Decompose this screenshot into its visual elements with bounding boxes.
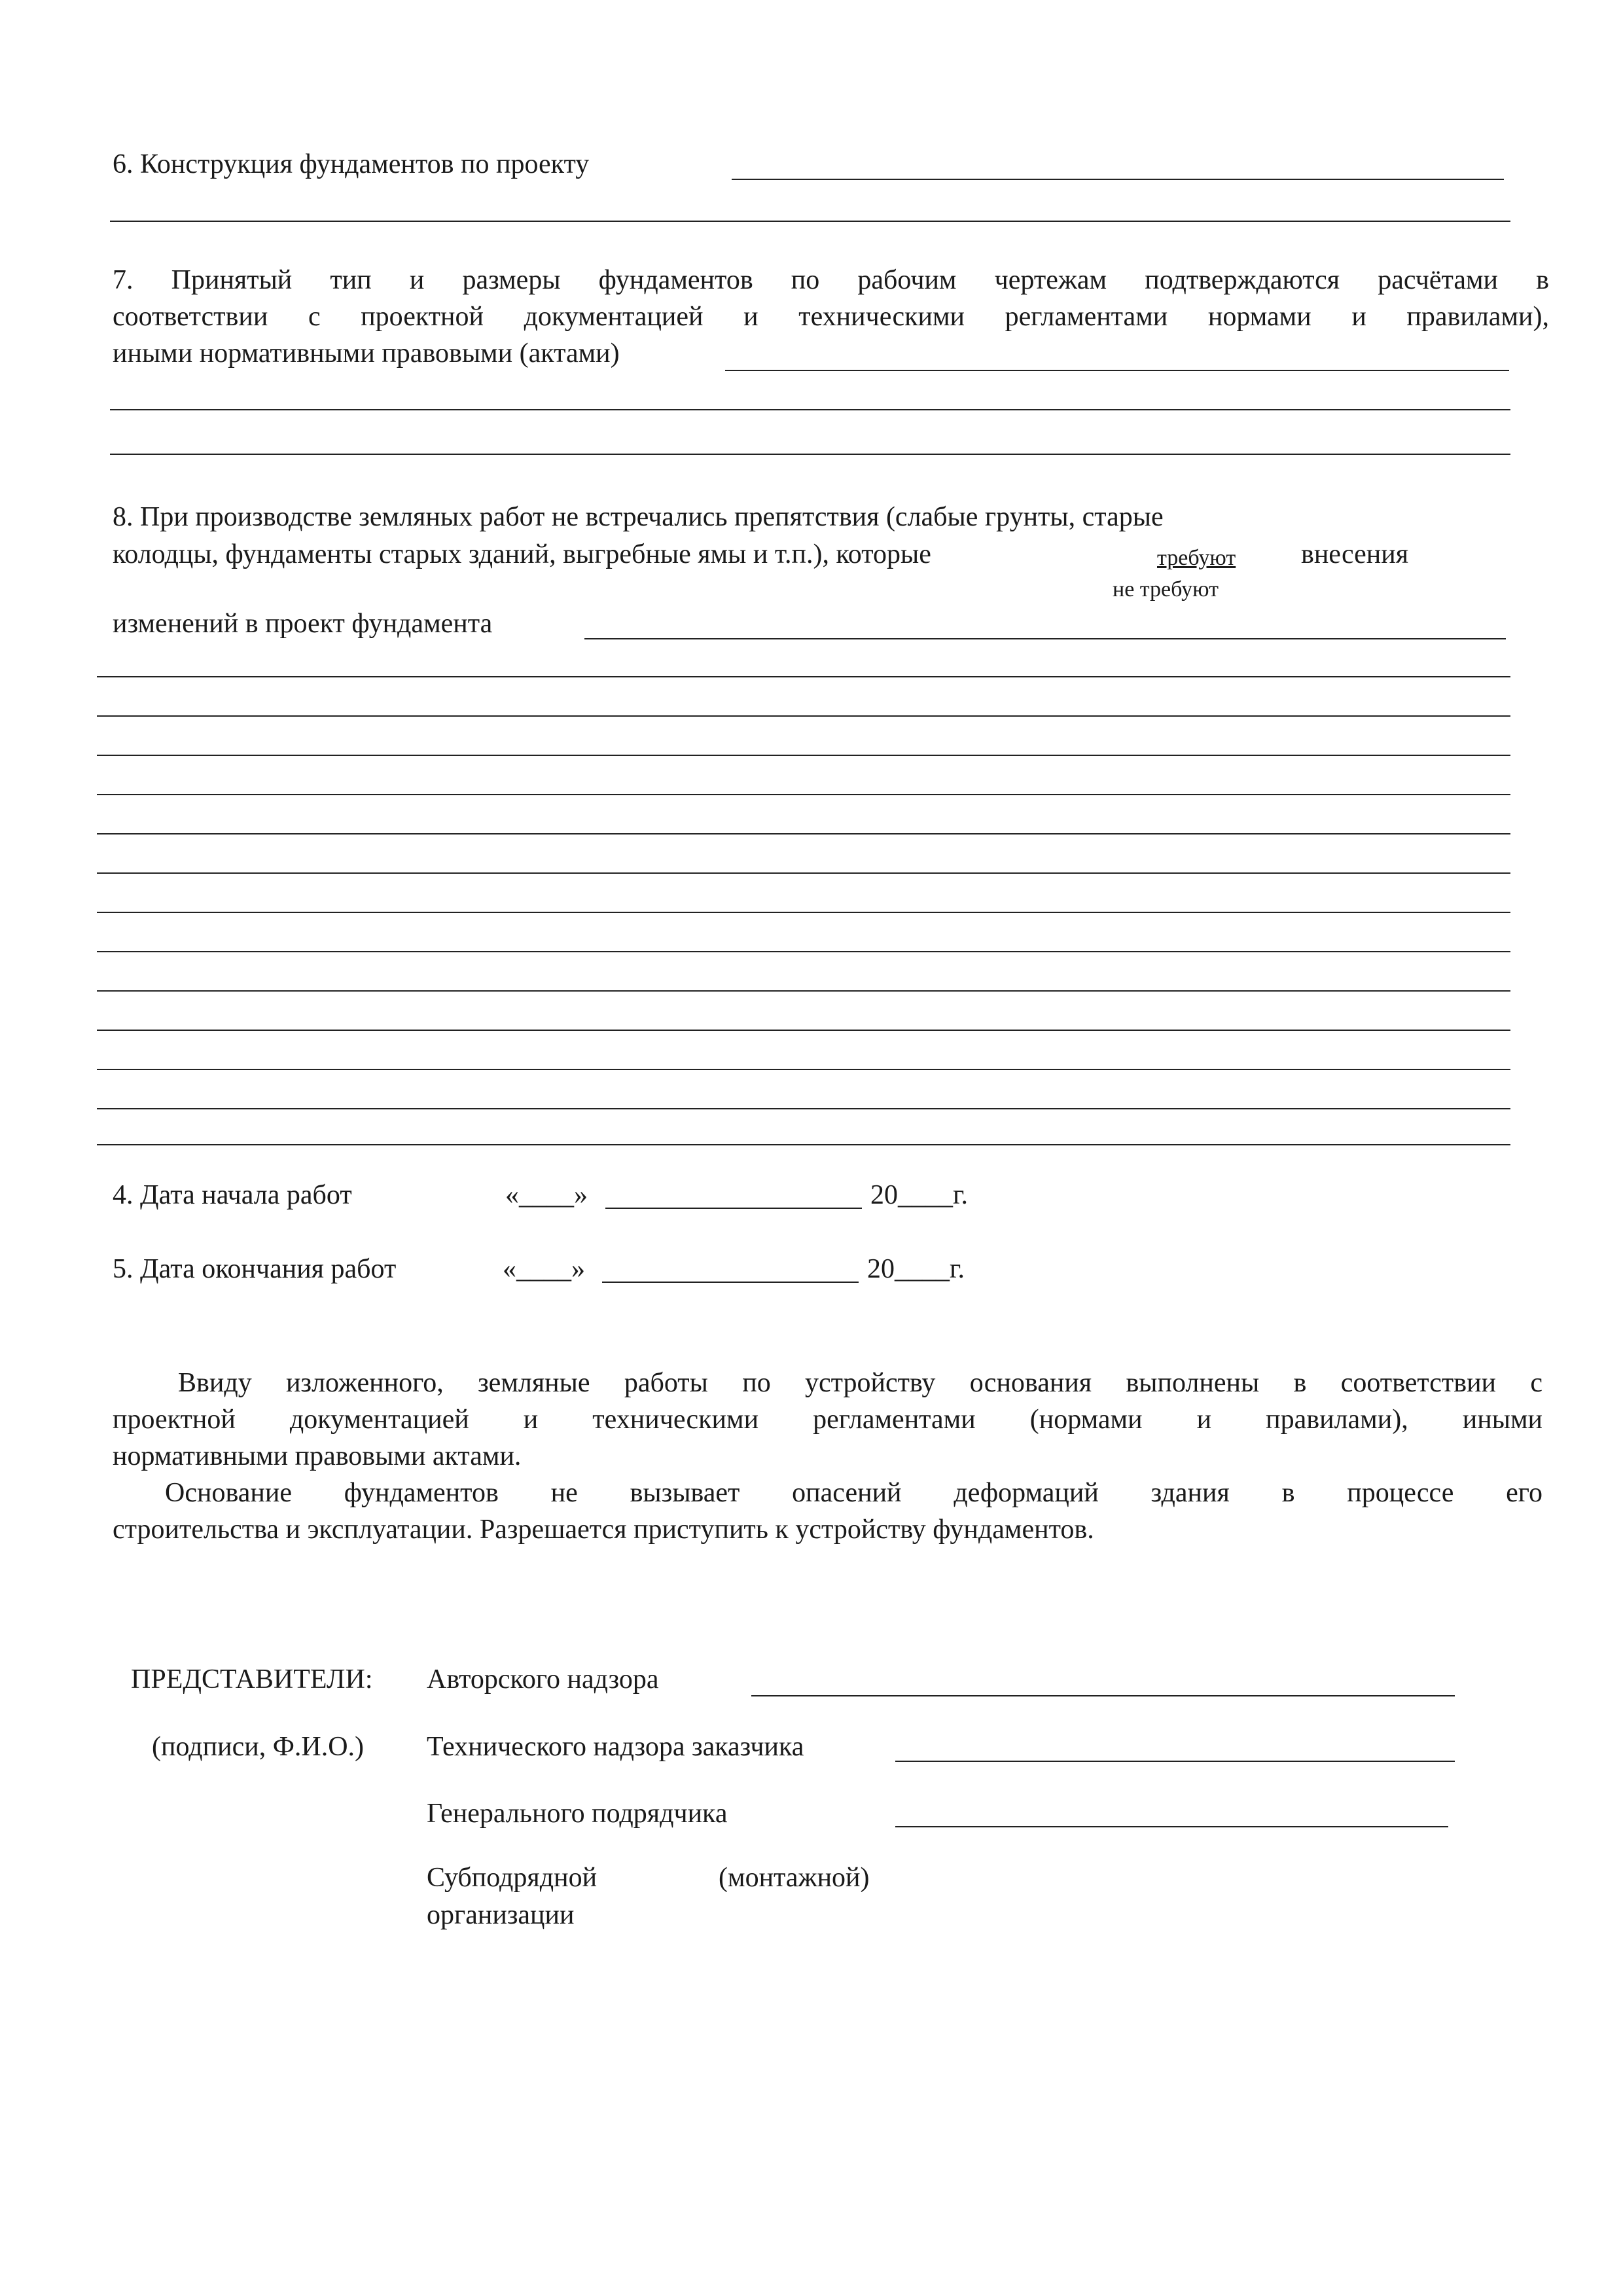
author-supervision-label: Авторского надзора	[427, 1664, 659, 1695]
start-date-label: 4. Дата начала работ	[113, 1180, 352, 1210]
end-date-month-line[interactable]	[602, 1282, 859, 1283]
item8-word-introduce: внесения	[1301, 539, 1409, 569]
author-supervision-signature-line[interactable]	[751, 1695, 1455, 1696]
end-date-year[interactable]: 20____г.	[867, 1254, 965, 1284]
technical-supervision-label: Технического надзора заказчика	[427, 1732, 804, 1762]
item8-blank-line-5[interactable]	[97, 833, 1510, 834]
item8-blank-line-9[interactable]	[97, 990, 1510, 992]
item8-blank-line-4[interactable]	[97, 794, 1510, 795]
item8-blank-line-7[interactable]	[97, 912, 1510, 913]
item8-blank-line-8[interactable]	[97, 951, 1510, 952]
conclusion-p1-line-3: нормативными правовыми актами.	[113, 1441, 522, 1471]
subcontractor-label-1: Субподрядной	[427, 1863, 597, 1893]
item6-label: 6. Конструкция фундаментов по проекту	[113, 149, 590, 179]
technical-supervision-signature-line[interactable]	[895, 1761, 1455, 1762]
option-not-requires[interactable]: не требуют	[1113, 577, 1219, 601]
item8-line-1: 8. При производстве земляных работ не встречались препятствия (слабые грунты, старые	[113, 502, 1164, 532]
item7-line-2: соответствии с проектной документацией и техническими регламентами нормами и правилами),	[113, 302, 1549, 332]
item7-line-3: иными нормативными правовыми (актами)	[113, 338, 620, 368]
item6-input-line[interactable]	[732, 179, 1504, 180]
start-date-year[interactable]: 20____г.	[870, 1180, 968, 1210]
general-contractor-label: Генерального подрядчика	[427, 1799, 728, 1829]
conclusion-p2-line-2: строительства и эксплуатации. Разрешается приступить к устройству фундаментов.	[113, 1515, 1094, 1545]
conclusion-paragraph-2	[113, 1475, 1543, 1548]
conclusion-paragraph-1	[113, 1365, 1543, 1475]
item6-input-line-2[interactable]	[110, 221, 1510, 222]
item8-blank-line-1[interactable]	[97, 676, 1510, 677]
conclusion-p1-line-1: Ввиду изложенного, земляные работы по устройству основания выполнены в соответствии с	[178, 1368, 1543, 1398]
item8-blank-line-6[interactable]	[97, 872, 1510, 874]
end-date-day[interactable]: «____»	[503, 1254, 585, 1284]
start-date-day[interactable]: «____»	[505, 1180, 588, 1210]
signatures-note: (подписи, Ф.И.О.)	[152, 1732, 365, 1762]
subcontractor-mounting: (монтажной)	[719, 1863, 870, 1893]
end-date-label: 5. Дата окончания работ	[113, 1254, 397, 1284]
item8-input-line[interactable]	[584, 638, 1506, 639]
general-contractor-signature-line[interactable]	[895, 1826, 1448, 1827]
item8-blank-line-2[interactable]	[97, 715, 1510, 717]
option-requires[interactable]: требуют	[1157, 546, 1236, 570]
item8-blank-line-10[interactable]	[97, 1030, 1510, 1031]
item8-blank-line-11[interactable]	[97, 1069, 1510, 1070]
item7-line-1: 7. Принятый тип и размеры фундаментов по рабочим чертежам подтверждаются расчётами в	[113, 265, 1549, 295]
item8-line-2: колодцы, фундаменты старых зданий, выгребные ямы и т.п.), которые	[113, 539, 931, 569]
subcontractor-label-2: организации	[427, 1900, 575, 1930]
item7-input-line-3[interactable]	[110, 454, 1510, 455]
item8-blank-line-12[interactable]	[97, 1108, 1510, 1109]
item7-input-line[interactable]	[725, 370, 1509, 371]
conclusion-p2-line-1: Основание фундаментов не вызывает опасений деформаций здания в процессе его	[165, 1478, 1543, 1508]
conclusion-p1-line-2: проектной документацией и техническими регламентами (нормами и правилами), иными	[113, 1405, 1543, 1435]
representatives-heading: ПРЕДСТАВИТЕЛИ:	[131, 1664, 373, 1695]
item7-input-line-2[interactable]	[110, 409, 1510, 410]
item8-blank-line-3[interactable]	[97, 755, 1510, 756]
item8-blank-line-13[interactable]	[97, 1144, 1510, 1145]
item8-line-3: изменений в проект фундамента	[113, 609, 493, 639]
item7-paragraph	[113, 262, 1549, 372]
start-date-month-line[interactable]	[605, 1208, 862, 1209]
